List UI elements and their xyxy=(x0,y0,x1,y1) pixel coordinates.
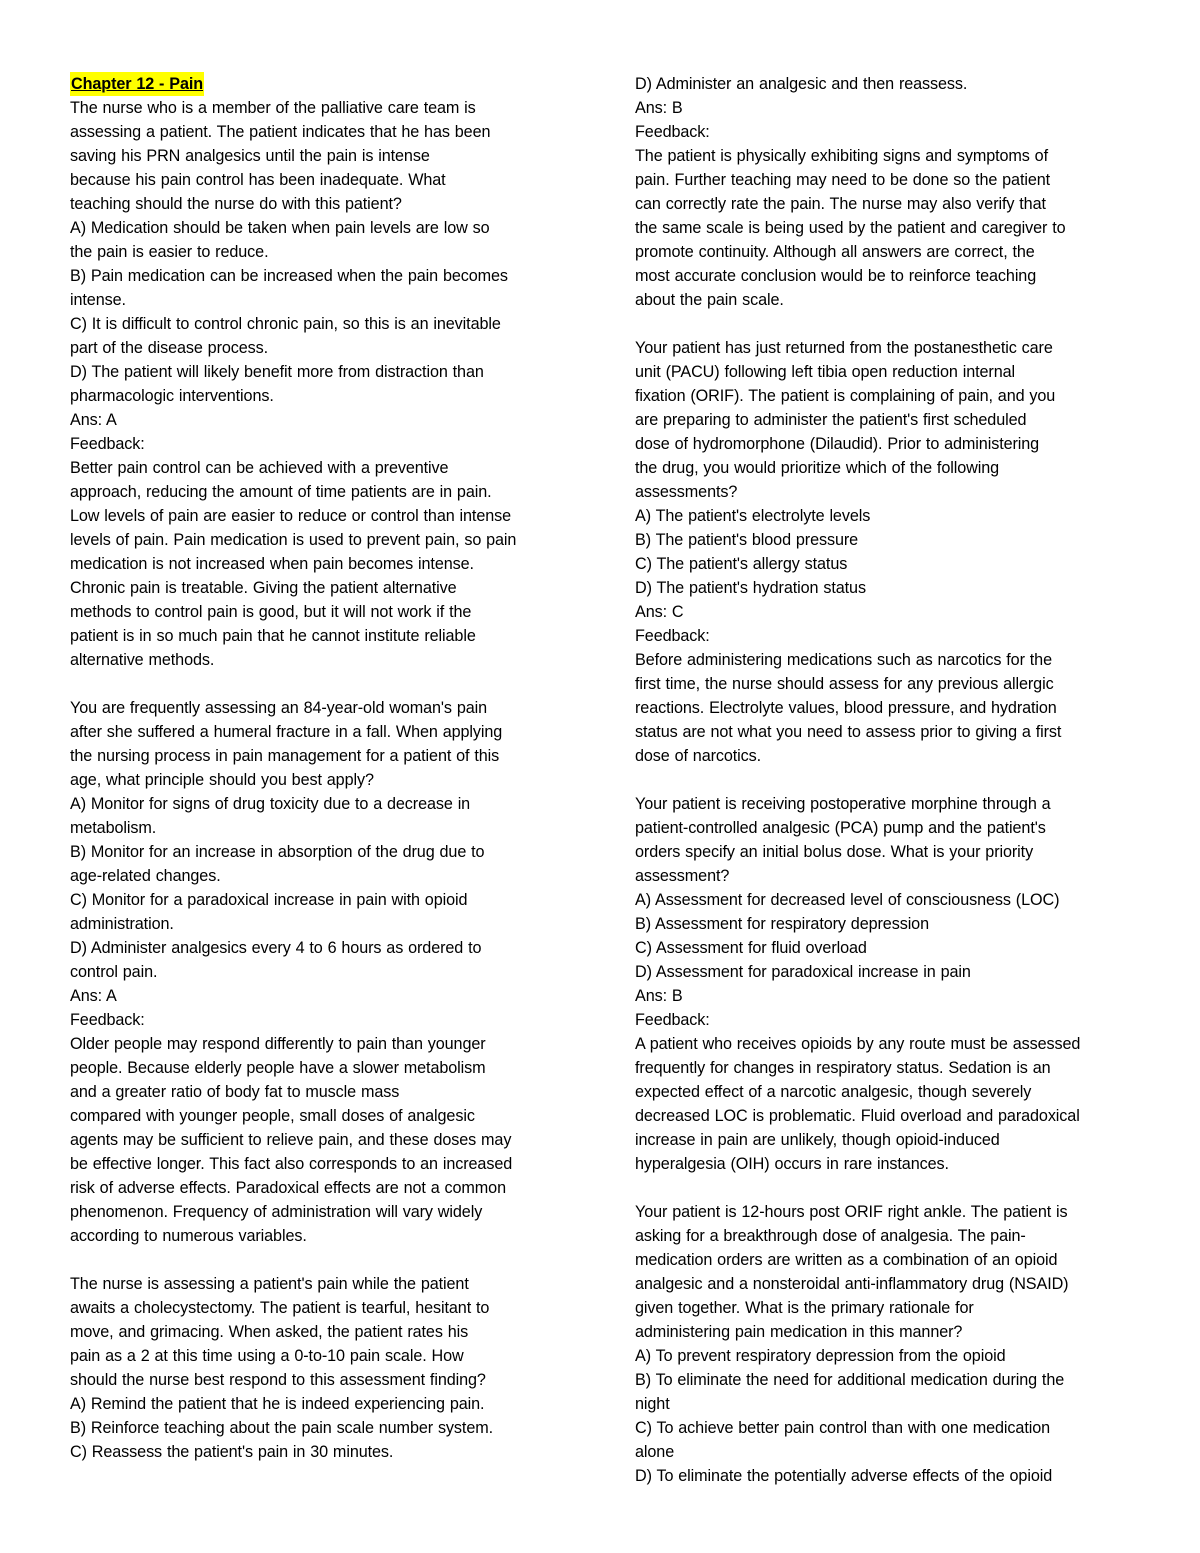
feedback-line: frequently for changes in respiratory status. Sedation is an xyxy=(635,1059,1051,1077)
feedback-line: first time, the nurse should assess for any previous allergic xyxy=(635,675,1054,693)
paragraph-spacer xyxy=(70,1248,570,1272)
feedback-text xyxy=(635,1032,1130,1176)
option-line: D) To eliminate the potentially adverse effects of the opioid xyxy=(635,1467,1053,1485)
option-line: age-related changes. xyxy=(70,867,221,885)
stem-line: You are frequently assessing an 84-year-old woman's pain xyxy=(70,699,488,717)
option-line: A) The patient's electrolyte levels xyxy=(635,507,871,525)
feedback-line: be effective longer. This fact also corresponds to an increased xyxy=(70,1155,513,1173)
feedback-line: decreased LOC is problematic. Fluid overload and paradoxical xyxy=(635,1107,1080,1125)
answer-options xyxy=(70,792,570,984)
answer-options xyxy=(70,216,570,408)
stem-line: saving his PRN analgesics until the pain is intense xyxy=(70,147,430,165)
feedback-line: alternative methods. xyxy=(70,651,215,669)
option-line: part of the disease process. xyxy=(70,339,269,357)
stem-line: assessments? xyxy=(635,483,738,501)
feedback-line: The patient is physically exhibiting signs and symptoms of xyxy=(635,147,1048,165)
feedback-line: agents may be sufficient to relieve pain, and these doses may xyxy=(70,1131,512,1149)
stem-line: dose of hydromorphone (Dilaudid). Prior to administering xyxy=(635,435,1040,453)
option-line: D) Administer an analgesic and then reassess. xyxy=(635,75,968,93)
answer-options xyxy=(635,504,1130,600)
feedback-line: people. Because elderly people have a slower metabolism xyxy=(70,1059,486,1077)
feedback-label: Feedback: xyxy=(635,627,710,645)
stem-line: assessing a patient. The patient indicates that he has been xyxy=(70,123,491,141)
option-line: night xyxy=(635,1395,670,1413)
feedback-line: pain. Further teaching may need to be done so the patient xyxy=(635,171,1051,189)
chapter-title: Chapter 12 - Pain xyxy=(70,72,204,96)
paragraph-spacer xyxy=(635,312,1130,336)
question-6 xyxy=(635,1200,1130,1488)
question-4 xyxy=(635,336,1130,768)
option-line: B) Monitor for an increase in absorption of the drug due to xyxy=(70,843,485,861)
stem-line: given together. What is the primary rationale for xyxy=(635,1299,974,1317)
option-line: alone xyxy=(635,1443,675,1461)
feedback-line: levels of pain. Pain medication is used to prevent pain, so pain xyxy=(70,531,517,549)
answer-key: Ans: B xyxy=(635,99,683,117)
feedback-line: phenomenon. Frequency of administration will vary widely xyxy=(70,1203,483,1221)
answer-key: Ans: A xyxy=(70,411,117,429)
option-line: the pain is easier to reduce. xyxy=(70,243,269,261)
option-line: D) Administer analgesics every 4 to 6 hours as ordered to xyxy=(70,939,482,957)
feedback-line: Low levels of pain are easier to reduce or control than intense xyxy=(70,507,512,525)
stem-line: orders specify an initial bolus dose. What is your priority xyxy=(635,843,1034,861)
stem-line: medication orders are written as a combination of an opioid xyxy=(635,1251,1058,1269)
stem-line: pain as a 2 at this time using a 0-to-10 pain scale. How xyxy=(70,1347,464,1365)
feedback-line: promote continuity. Although all answers are correct, the xyxy=(635,243,1035,261)
feedback-line: risk of adverse effects. Paradoxical effects are not a common xyxy=(70,1179,506,1197)
stem-line: analgesic and a nonsteroidal anti-inflammatory drug (NSAID) xyxy=(635,1275,1069,1293)
option-line: B) Reinforce teaching about the pain scale number system. xyxy=(70,1419,494,1437)
question-1 xyxy=(70,96,570,672)
question-stem xyxy=(70,696,570,792)
feedback-line: compared with younger people, small doses of analgesic xyxy=(70,1107,475,1125)
stem-line: Your patient has just returned from the postanesthetic care xyxy=(635,339,1053,357)
feedback-line: hyperalgesia (OIH) occurs in rare instances. xyxy=(635,1155,949,1173)
feedback-line: increase in pain are unlikely, though opioid-induced xyxy=(635,1131,1000,1149)
feedback-label: Feedback: xyxy=(635,123,710,141)
option-line: A) Medication should be taken when pain levels are low so xyxy=(70,219,490,237)
option-line: A) To prevent respiratory depression from the opioid xyxy=(635,1347,1006,1365)
option-line: A) Assessment for decreased level of consciousness (LOC) xyxy=(635,891,1060,909)
stem-line: Your patient is 12-hours post ORIF right ankle. The patient is xyxy=(635,1203,1068,1221)
question-3 xyxy=(70,1272,570,1464)
stem-line: Your patient is receiving postoperative morphine through a xyxy=(635,795,1051,813)
right-column xyxy=(635,72,1130,1488)
feedback-line: and a greater ratio of body fat to muscle mass xyxy=(70,1083,400,1101)
stem-line: the nursing process in pain management for a patient of this xyxy=(70,747,500,765)
option-line: C) To achieve better pain control than with one medication xyxy=(635,1419,1051,1437)
option-line: D) Assessment for paradoxical increase in pain xyxy=(635,963,971,981)
feedback-line: Better pain control can be achieved with a preventive xyxy=(70,459,449,477)
feedback-label: Feedback: xyxy=(70,435,145,453)
question-5 xyxy=(635,792,1130,1176)
feedback-line: the same scale is being used by the patient and caregiver to xyxy=(635,219,1066,237)
stem-line: awaits a cholecystectomy. The patient is tearful, hesitant to xyxy=(70,1299,490,1317)
question-stem xyxy=(635,1200,1130,1344)
stem-line: move, and grimacing. When asked, the patient rates his xyxy=(70,1323,469,1341)
option-line: D) The patient will likely benefit more from distraction than xyxy=(70,363,484,381)
feedback-line: Before administering medications such as narcotics for the xyxy=(635,651,1052,669)
feedback-line: about the pain scale. xyxy=(635,291,784,309)
answer-key: Ans: A xyxy=(70,987,117,1005)
question-stem xyxy=(635,792,1130,888)
feedback-text xyxy=(635,648,1130,768)
answer-options xyxy=(635,888,1130,984)
feedback-line: medication is not increased when pain becomes intense. xyxy=(70,555,474,573)
question-2 xyxy=(70,696,570,1248)
stem-line: should the nurse best respond to this assessment finding? xyxy=(70,1371,486,1389)
stem-line: unit (PACU) following left tibia open reduction internal xyxy=(635,363,1016,381)
feedback-line: can correctly rate the pain. The nurse may also verify that xyxy=(635,195,1046,213)
answer-key: Ans: C xyxy=(635,603,684,621)
feedback-line: dose of narcotics. xyxy=(635,747,762,765)
option-line: B) Pain medication can be increased when the pain becomes xyxy=(70,267,508,285)
option-line: C) Reassess the patient's pain in 30 minutes. xyxy=(70,1443,394,1461)
stem-line: The nurse is assessing a patient's pain while the patient xyxy=(70,1275,469,1293)
answer-key: Ans: B xyxy=(635,987,683,1005)
option-line: C) Assessment for fluid overload xyxy=(635,939,867,957)
paragraph-spacer xyxy=(635,768,1130,792)
option-line: C) It is difficult to control chronic pain, so this is an inevitable xyxy=(70,315,501,333)
option-line: B) The patient's blood pressure xyxy=(635,531,859,549)
feedback-line: patient is in so much pain that he cannot institute reliable xyxy=(70,627,476,645)
stem-line: the drug, you would prioritize which of the following xyxy=(635,459,1000,477)
feedback-line: approach, reducing the amount of time patients are in pain. xyxy=(70,483,492,501)
feedback-line: according to numerous variables. xyxy=(70,1227,307,1245)
option-line: A) Remind the patient that he is indeed experiencing pain. xyxy=(70,1395,485,1413)
feedback-line: methods to control pain is good, but it will not work if the xyxy=(70,603,472,621)
feedback-line: reactions. Electrolyte values, blood pressure, and hydration xyxy=(635,699,1057,717)
option-line: A) Monitor for signs of drug toxicity due to a decrease in xyxy=(70,795,471,813)
stem-line: asking for a breakthrough dose of analgesia. The pain- xyxy=(635,1227,1026,1245)
feedback-line: most accurate conclusion would be to reinforce teaching xyxy=(635,267,1037,285)
stem-line: fixation (ORIF). The patient is complaining of pain, and you xyxy=(635,387,1056,405)
option-line: pharmacologic interventions. xyxy=(70,387,274,405)
option-line: B) Assessment for respiratory depression xyxy=(635,915,929,933)
stem-line: after she suffered a humeral fracture in a fall. When applying xyxy=(70,723,503,741)
stem-line: administering pain medication in this manner? xyxy=(635,1323,963,1341)
feedback-line: Older people may respond differently to pain than younger xyxy=(70,1035,486,1053)
stem-line: teaching should the nurse do with this patient? xyxy=(70,195,402,213)
option-line: C) The patient's allergy status xyxy=(635,555,848,573)
stem-line: age, what principle should you best apply? xyxy=(70,771,374,789)
feedback-line: A patient who receives opioids by any route must be assessed xyxy=(635,1035,1081,1053)
feedback-text xyxy=(70,456,570,672)
paragraph-spacer xyxy=(635,1176,1130,1200)
question-stem xyxy=(70,1272,570,1392)
stem-line: assessment? xyxy=(635,867,730,885)
feedback-label: Feedback: xyxy=(635,1011,710,1029)
feedback-text xyxy=(635,144,1130,312)
option-line: metabolism. xyxy=(70,819,157,837)
chapter-title-line xyxy=(70,72,570,96)
left-column xyxy=(70,72,570,1464)
stem-line: because his pain control has been inadequate. What xyxy=(70,171,446,189)
question-stem xyxy=(70,96,570,216)
paragraph-spacer xyxy=(70,672,570,696)
answer-options xyxy=(635,1344,1130,1488)
feedback-text xyxy=(70,1032,570,1248)
option-line: administration. xyxy=(70,915,174,933)
question-3-continued xyxy=(635,72,1130,312)
option-line: D) The patient's hydration status xyxy=(635,579,866,597)
answer-options xyxy=(70,1392,570,1464)
feedback-line: status are not what you need to assess prior to giving a first xyxy=(635,723,1062,741)
option-line: intense. xyxy=(70,291,126,309)
stem-line: The nurse who is a member of the palliative care team is xyxy=(70,99,476,117)
option-line: control pain. xyxy=(70,963,158,981)
stem-line: are preparing to administer the patient's first scheduled xyxy=(635,411,1027,429)
stem-line: patient-controlled analgesic (PCA) pump and the patient's xyxy=(635,819,1046,837)
feedback-line: expected effect of a narcotic analgesic, though severely xyxy=(635,1083,1032,1101)
option-line: B) To eliminate the need for additional medication during the xyxy=(635,1371,1065,1389)
option-line: C) Monitor for a paradoxical increase in pain with opioid xyxy=(70,891,468,909)
feedback-label: Feedback: xyxy=(70,1011,145,1029)
question-stem xyxy=(635,336,1130,504)
feedback-line: Chronic pain is treatable. Giving the patient alternative xyxy=(70,579,457,597)
